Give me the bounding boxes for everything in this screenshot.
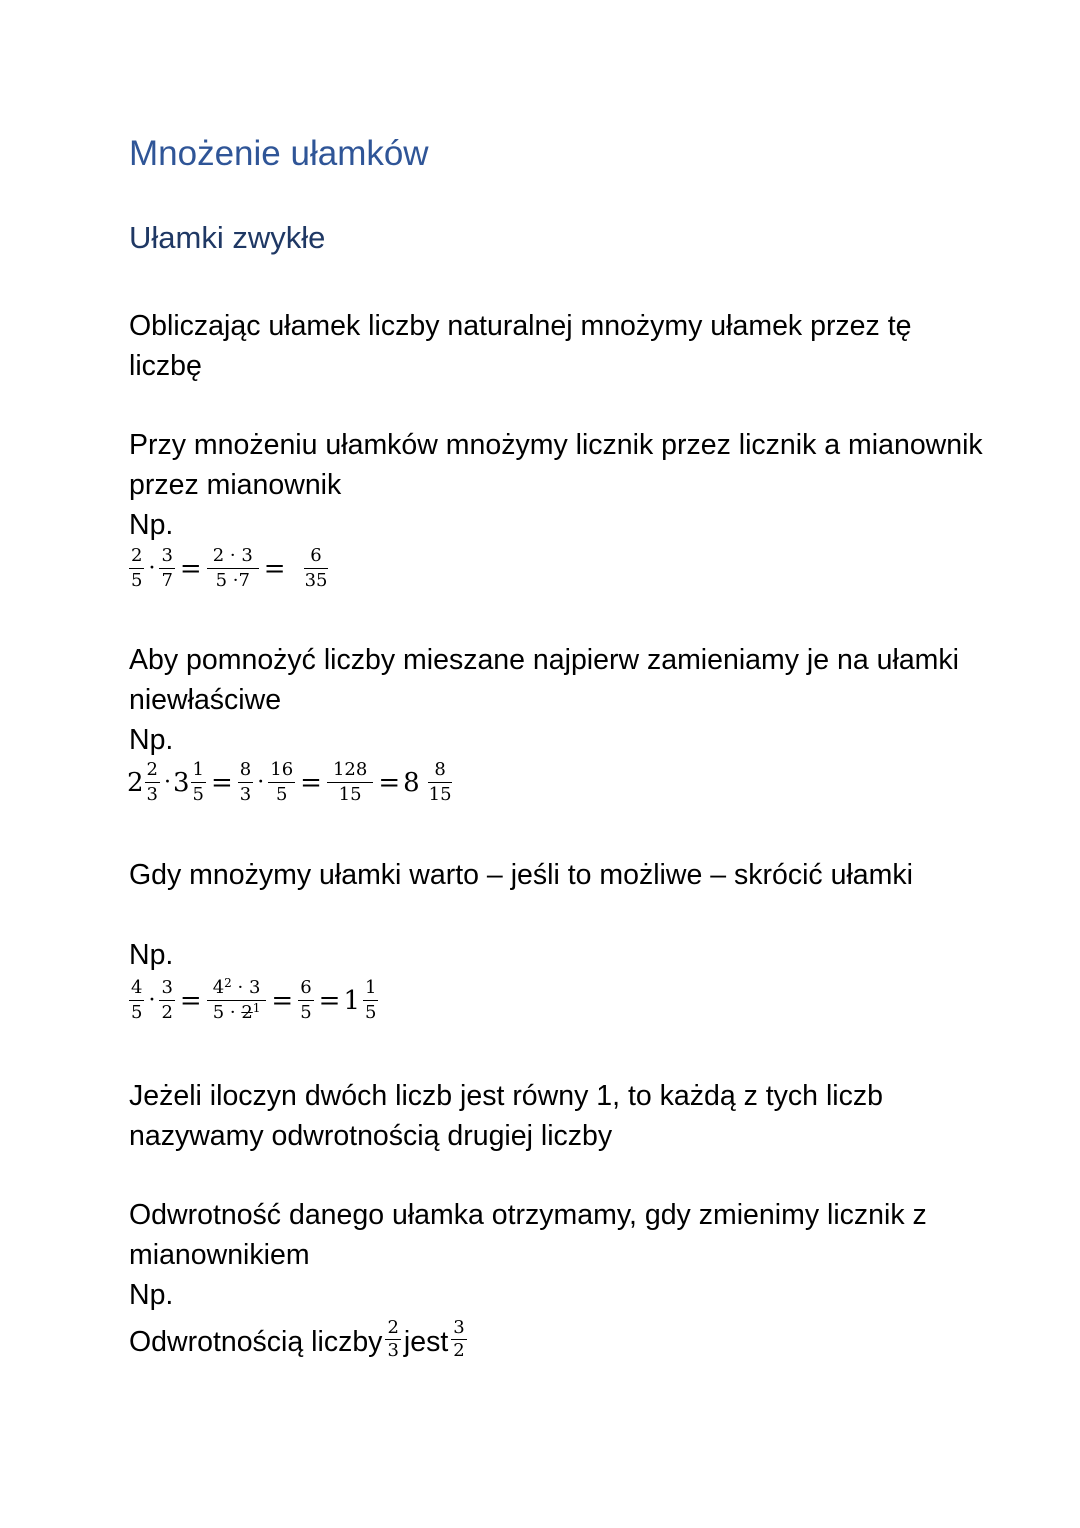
equals-sign: = [378, 767, 401, 798]
paragraph-reciprocal-rule: Odwrotność danego ułamka otrzymamy, gdy zmienimy licznik z mianownikiem [129, 1199, 927, 1271]
paragraph-reciprocal-definition: Jeżeli iloczyn dwóch liczb jest równy 1, to każdą z tych liczb nazywamy odwrotnością drugiej liczby [129, 1080, 883, 1152]
fraction: $\frac{1}{5}$ [365, 977, 377, 1023]
paragraph-multiplication-rule: Przy mnożeniu ułamków mnożymy licznik przez licznik a mianownik przez mianownik [129, 429, 983, 501]
multiply-sign: · [164, 770, 171, 795]
fraction: $\frac{8}{15}$ [428, 759, 452, 805]
fraction: $\frac{2}{5}$ [131, 545, 143, 591]
reciprocal-example [129, 1317, 470, 1365]
fraction: $\frac{8}{3}$ [239, 759, 252, 805]
paragraph-fraction-of-number: Obliczając ułamek liczby naturalnej mnożymy ułamek przez tę liczbę [129, 310, 912, 382]
equals-sign: = [211, 767, 233, 798]
fraction: $\frac{6}{35}$ [304, 545, 328, 591]
formula-example-1 [127, 546, 335, 591]
fraction: $\frac{2}{3}$ [387, 1317, 399, 1361]
paragraph-mixed-numbers: Aby pomnożyć liczby mieszane najpierw zamieniamy je na ułamki niewłaściwe [129, 644, 960, 716]
whole-number: 3 [173, 767, 190, 798]
example-label: Np. [129, 939, 174, 971]
equals-sign: = [300, 767, 322, 798]
whole-number: 2 [127, 767, 144, 798]
fraction: $\frac{16}{5}$ [270, 759, 294, 805]
reciprocal-example-text: Odwrotnością liczby [129, 1326, 383, 1359]
whole-number: 8 [403, 767, 420, 798]
page-title: Mnożenie ułamków [129, 134, 429, 173]
section-heading: Ułamki zwykłe [129, 220, 326, 255]
example-label: Np. [129, 724, 174, 756]
fraction: $\frac{1}{5}$ [192, 759, 204, 805]
fraction: $\frac{128}{15}$ [327, 760, 373, 805]
fraction: $\frac{2 \cdot 3}{5 \cdot 7}$ [207, 546, 259, 591]
formula-example-3 [127, 978, 380, 1023]
equals-sign: = [179, 553, 202, 584]
reciprocal-example-text: jest [403, 1326, 449, 1359]
equals-sign: = [318, 985, 341, 1016]
fraction: $\frac{3}{7}$ [161, 545, 173, 591]
fraction-simplified: $\frac{4^2 \cdot 3}{5 \cdot 2^1}$ [207, 978, 267, 1023]
multiply-sign: · [257, 770, 265, 795]
fraction: $\frac{4}{5}$ [131, 977, 143, 1023]
example-label: Np. [129, 509, 174, 541]
example-label: Np. [129, 1279, 174, 1311]
paragraph-simplify: Gdy mnożymy ułamki warto – jeśli to możliwe – skrócić ułamki [129, 859, 913, 891]
whole-number: 1 [343, 985, 361, 1016]
equals-sign: = [263, 553, 286, 584]
multiply-sign: · [148, 988, 156, 1013]
multiply-sign: · [148, 556, 156, 581]
fraction: $\frac{2}{3}$ [146, 759, 158, 805]
equals-sign: = [271, 985, 294, 1016]
fraction: $\frac{3}{2}$ [453, 1317, 465, 1361]
fraction: $\frac{3}{2}$ [161, 977, 173, 1023]
formula-example-2 [127, 760, 460, 805]
fraction: $\frac{6}{5}$ [300, 977, 312, 1023]
equals-sign: = [179, 985, 202, 1016]
